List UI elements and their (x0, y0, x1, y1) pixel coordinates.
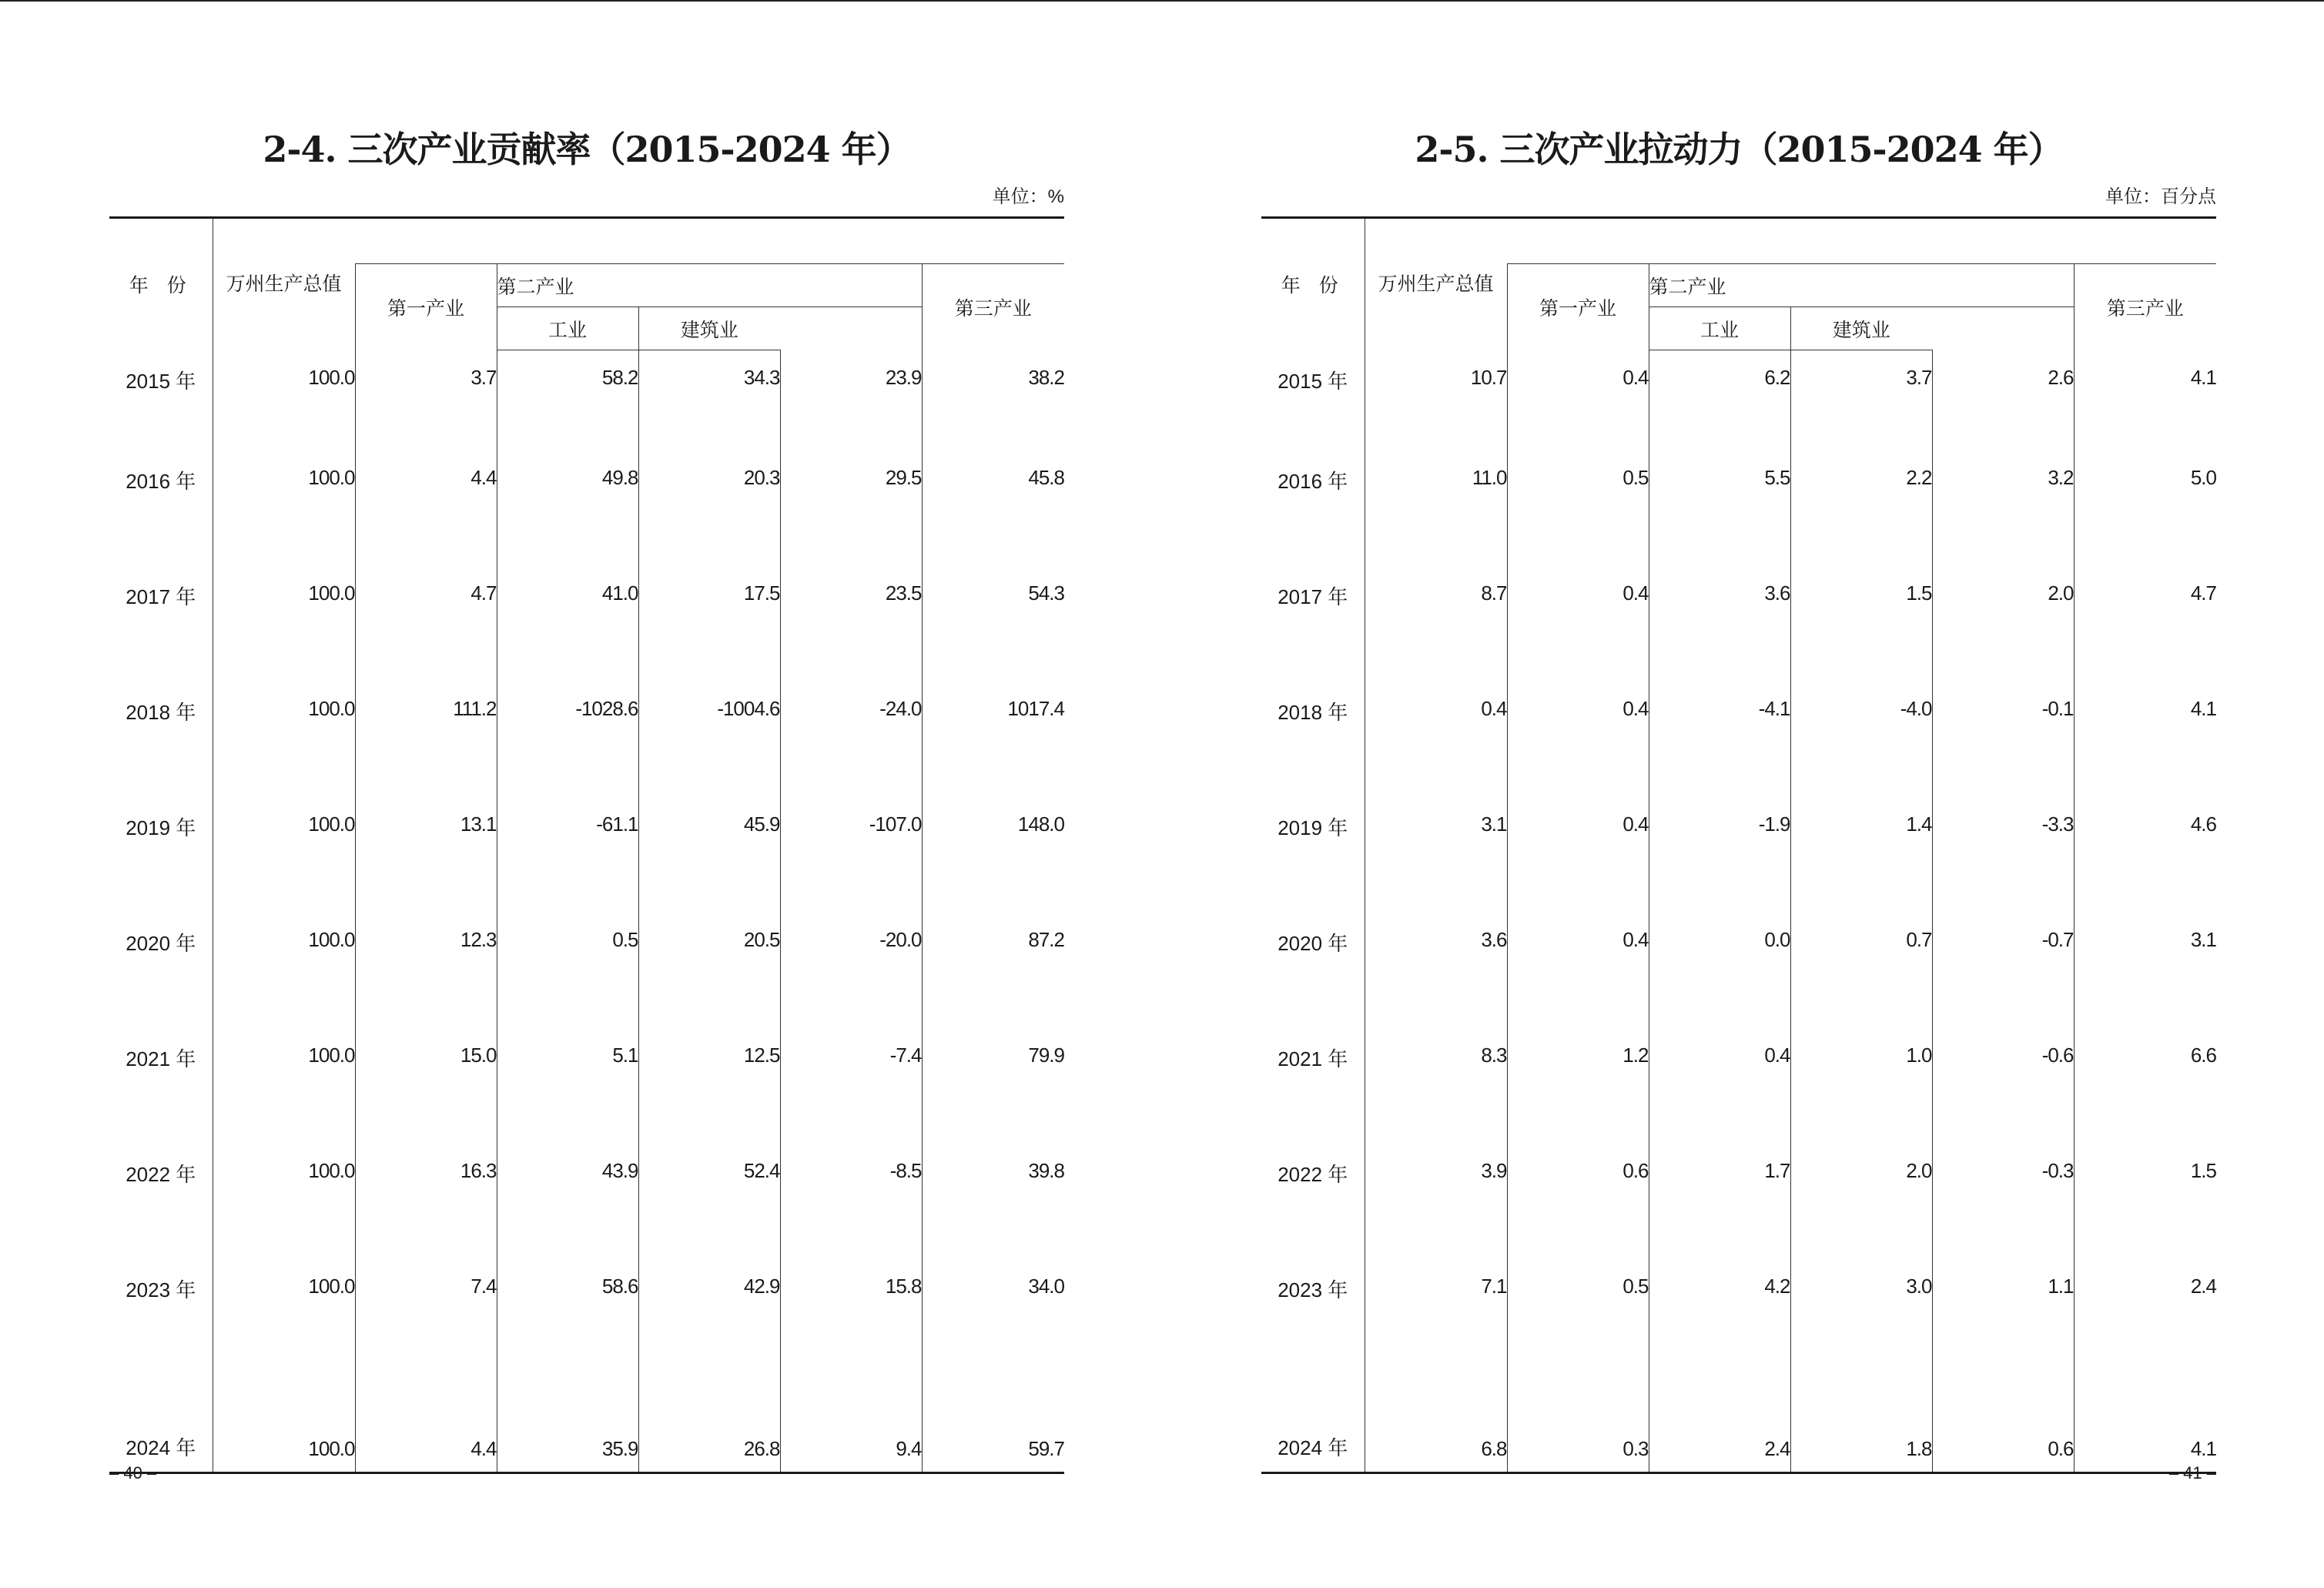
cell-construction: 3.2 (1932, 466, 2074, 581)
cell-gdp: 100.0 (213, 1159, 355, 1275)
cell-secondary: 43.9 (497, 1159, 638, 1275)
cell-construction: 1.1 (1932, 1275, 2074, 1390)
cell-gdp: 100.0 (213, 928, 355, 1044)
header-tertiary: 第三产业 (2074, 264, 2216, 350)
table-row (1261, 466, 2216, 581)
cell-primary: 4.4 (355, 466, 497, 581)
cell-year: 2019 年 (126, 816, 196, 839)
cell-industry: 52.4 (638, 1159, 780, 1275)
cell-gdp: 7.1 (1365, 1275, 1507, 1390)
cell-gdp: 100.0 (213, 466, 355, 581)
table-row (1261, 928, 2216, 1044)
cell-secondary: 49.8 (497, 466, 638, 581)
cell-secondary: -1028.6 (497, 697, 638, 812)
header-year: 年 份 (1261, 218, 1365, 350)
cell-primary: 1.2 (1507, 1044, 1649, 1159)
cell-tertiary: 79.9 (922, 1044, 1064, 1159)
cell-construction: -3.3 (1932, 812, 2074, 928)
cell-secondary: 41.0 (497, 581, 638, 697)
header-gdp: 万州生产总值 (1365, 218, 1507, 350)
cell-industry: 42.9 (638, 1275, 780, 1390)
cell-construction: 23.5 (780, 581, 922, 697)
cell-primary: 0.4 (1507, 697, 1649, 812)
cell-construction: -24.0 (780, 697, 922, 812)
cell-secondary: 6.2 (1649, 350, 1790, 467)
cell-tertiary: 5.0 (2074, 466, 2216, 581)
cell-construction: -0.3 (1932, 1159, 2074, 1275)
cell-secondary: 35.9 (497, 1390, 638, 1473)
cell-secondary: 4.2 (1649, 1275, 1790, 1390)
header-industry: 工业 (1649, 307, 1790, 350)
cell-industry: 1.4 (1790, 812, 1932, 928)
cell-industry: 20.3 (638, 466, 780, 581)
cell-construction: -0.1 (1932, 697, 2074, 812)
table-row (109, 350, 1064, 467)
cell-primary: 15.0 (355, 1044, 497, 1159)
table-row (109, 466, 1064, 581)
cell-secondary: 0.4 (1649, 1044, 1790, 1159)
cell-primary: 0.4 (1507, 581, 1649, 697)
cell-year: 2023 年 (126, 1278, 196, 1302)
cell-primary: 0.3 (1507, 1390, 1649, 1473)
table-row (1261, 812, 2216, 928)
left-page (109, 0, 1064, 1588)
cell-secondary: 58.2 (497, 350, 638, 467)
table-title: 2-5. 三次产业拉动力（2015-2024 年） (1415, 129, 2063, 170)
cell-year: 2021 年 (1278, 1047, 1348, 1070)
cell-year: 2018 年 (126, 701, 196, 724)
cell-construction: 2.0 (1932, 581, 2074, 697)
cell-construction: 9.4 (780, 1390, 922, 1473)
cell-tertiary: 38.2 (922, 350, 1064, 467)
cell-year: 2017 年 (126, 585, 196, 608)
cell-secondary: 1.7 (1649, 1159, 1790, 1275)
cell-industry: 1.8 (1790, 1390, 1932, 1473)
cell-construction: -107.0 (780, 812, 922, 928)
table-row (1261, 1159, 2216, 1275)
table-row (1261, 697, 2216, 812)
table-row (109, 1390, 1064, 1473)
header-primary: 第一产业 (355, 264, 497, 350)
table-title: 2-4. 三次产业贡献率（2015-2024 年） (263, 129, 911, 170)
cell-gdp: 100.0 (213, 581, 355, 697)
cell-industry: -4.0 (1790, 697, 1932, 812)
contribution-rate-table (109, 216, 1064, 1474)
cell-primary: 0.4 (1507, 350, 1649, 467)
cell-primary: 0.5 (1507, 1275, 1649, 1390)
cell-year: 2018 年 (1278, 701, 1348, 724)
cell-gdp: 3.1 (1365, 812, 1507, 928)
table-row (1261, 1044, 2216, 1159)
cell-tertiary: 148.0 (922, 812, 1064, 928)
header-secondary: 第二产业 (497, 264, 922, 307)
cell-tertiary: 2.4 (2074, 1275, 2216, 1390)
cell-year: 2022 年 (1278, 1163, 1348, 1186)
cell-secondary: 0.0 (1649, 928, 1790, 1044)
cell-industry: -1004.6 (638, 697, 780, 812)
cell-primary: 7.4 (355, 1275, 497, 1390)
header-tertiary: 第三产业 (922, 264, 1064, 350)
cell-year: 2015 年 (126, 369, 196, 393)
header-year: 年 份 (109, 218, 213, 350)
cell-year: 2019 年 (1278, 816, 1348, 839)
cell-industry: 1.0 (1790, 1044, 1932, 1159)
cell-year: 2024 年 (109, 1390, 213, 1473)
table-row (1261, 1390, 2216, 1473)
table-row (109, 1275, 1064, 1390)
cell-secondary: 5.1 (497, 1044, 638, 1159)
cell-primary: 12.3 (355, 928, 497, 1044)
cell-tertiary: 6.6 (2074, 1044, 2216, 1159)
table-row (109, 928, 1064, 1044)
cell-secondary: 0.5 (497, 928, 638, 1044)
cell-tertiary: 54.3 (922, 581, 1064, 697)
cell-year: 2016 年 (126, 470, 196, 493)
right-page (1261, 0, 2216, 1588)
cell-gdp: 100.0 (213, 1044, 355, 1159)
cell-year: 2022 年 (126, 1163, 196, 1186)
cell-industry: 12.5 (638, 1044, 780, 1159)
pull-power-table (1261, 216, 2216, 1474)
cell-secondary: -1.9 (1649, 812, 1790, 928)
header-construction: 建筑业 (638, 307, 780, 350)
cell-tertiary: 4.1 (2074, 350, 2216, 467)
cell-secondary: 3.6 (1649, 581, 1790, 697)
cell-gdp: 100.0 (213, 350, 355, 467)
cell-gdp: 6.8 (1365, 1390, 1507, 1473)
cell-gdp: 8.7 (1365, 581, 1507, 697)
cell-tertiary: 1017.4 (922, 697, 1064, 812)
cell-secondary: -4.1 (1649, 697, 1790, 812)
cell-construction: -0.7 (1932, 928, 2074, 1044)
cell-industry: 26.8 (638, 1390, 780, 1473)
table-row (109, 1159, 1064, 1275)
cell-year: 2024 年 (1261, 1390, 1365, 1473)
cell-year: 2020 年 (126, 932, 196, 955)
cell-industry: 3.0 (1790, 1275, 1932, 1390)
cell-gdp: 0.4 (1365, 697, 1507, 812)
cell-year: 2015 年 (1278, 369, 1348, 393)
cell-construction: 15.8 (780, 1275, 922, 1390)
table-row (1261, 1275, 2216, 1390)
header-industry: 工业 (497, 307, 638, 350)
header-gdp: 万州生产总值 (213, 218, 355, 350)
cell-primary: 4.4 (355, 1390, 497, 1473)
cell-primary: 0.4 (1507, 812, 1649, 928)
cell-gdp: 3.9 (1365, 1159, 1507, 1275)
cell-tertiary: 87.2 (922, 928, 1064, 1044)
cell-primary: 13.1 (355, 812, 497, 928)
cell-gdp: 100.0 (213, 697, 355, 812)
table-row (1261, 350, 2216, 467)
table-row (1261, 581, 2216, 697)
cell-industry: 34.3 (638, 350, 780, 467)
cell-secondary: 5.5 (1649, 466, 1790, 581)
cell-primary: 4.7 (355, 581, 497, 697)
header-spacer (1507, 218, 2216, 264)
cell-gdp: 100.0 (213, 1275, 355, 1390)
unit-label: 单位：% (992, 186, 1064, 207)
cell-tertiary: 34.0 (922, 1275, 1064, 1390)
cell-tertiary: 39.8 (922, 1159, 1064, 1275)
cell-industry: 20.5 (638, 928, 780, 1044)
cell-year: 2021 年 (126, 1047, 196, 1070)
cell-construction: 0.6 (1932, 1390, 2074, 1473)
cell-gdp: 100.0 (213, 812, 355, 928)
header-construction: 建筑业 (1790, 307, 1932, 350)
cell-year: 2016 年 (1278, 470, 1348, 493)
cell-industry: 1.5 (1790, 581, 1932, 697)
cell-year: 2023 年 (1278, 1278, 1348, 1302)
header-spacer (355, 218, 1064, 264)
cell-construction: -7.4 (780, 1044, 922, 1159)
page-number: – 41 – (2168, 1463, 2216, 1482)
cell-tertiary: 4.7 (2074, 581, 2216, 697)
cell-industry: 45.9 (638, 812, 780, 928)
cell-gdp: 11.0 (1365, 466, 1507, 581)
table-row (109, 812, 1064, 928)
cell-gdp: 10.7 (1365, 350, 1507, 467)
cell-tertiary: 45.8 (922, 466, 1064, 581)
cell-tertiary: 4.6 (2074, 812, 2216, 928)
cell-tertiary: 1.5 (2074, 1159, 2216, 1275)
cell-industry: 2.0 (1790, 1159, 1932, 1275)
cell-tertiary: 59.7 (922, 1390, 1064, 1473)
cell-secondary: 2.4 (1649, 1390, 1790, 1473)
cell-gdp: 8.3 (1365, 1044, 1507, 1159)
cell-industry: 2.2 (1790, 466, 1932, 581)
header-primary: 第一产业 (1507, 264, 1649, 350)
cell-construction: -8.5 (780, 1159, 922, 1275)
cell-tertiary: 4.1 (2074, 1390, 2216, 1473)
cell-construction: 29.5 (780, 466, 922, 581)
unit-label: 单位：百分点 (2105, 186, 2216, 207)
cell-construction: -20.0 (780, 928, 922, 1044)
cell-year: 2020 年 (1278, 932, 1348, 955)
cell-secondary: 58.6 (497, 1275, 638, 1390)
cell-primary: 3.7 (355, 350, 497, 467)
cell-primary: 0.6 (1507, 1159, 1649, 1275)
cell-construction: 23.9 (780, 350, 922, 467)
cell-industry: 17.5 (638, 581, 780, 697)
cell-industry: 0.7 (1790, 928, 1932, 1044)
table-row (109, 1044, 1064, 1159)
table-row (109, 581, 1064, 697)
cell-construction: 2.6 (1932, 350, 2074, 467)
cell-secondary: -61.1 (497, 812, 638, 928)
cell-tertiary: 3.1 (2074, 928, 2216, 1044)
cell-primary: 111.2 (355, 697, 497, 812)
cell-gdp: 100.0 (213, 1390, 355, 1473)
header-secondary: 第二产业 (1649, 264, 2074, 307)
cell-primary: 0.4 (1507, 928, 1649, 1044)
cell-primary: 0.5 (1507, 466, 1649, 581)
table-row (109, 697, 1064, 812)
cell-construction: -0.6 (1932, 1044, 2074, 1159)
cell-year: 2017 年 (1278, 585, 1348, 608)
cell-tertiary: 4.1 (2074, 697, 2216, 812)
cell-industry: 3.7 (1790, 350, 1932, 467)
cell-primary: 16.3 (355, 1159, 497, 1275)
cell-gdp: 3.6 (1365, 928, 1507, 1044)
page-number: – 40 – (109, 1463, 157, 1482)
